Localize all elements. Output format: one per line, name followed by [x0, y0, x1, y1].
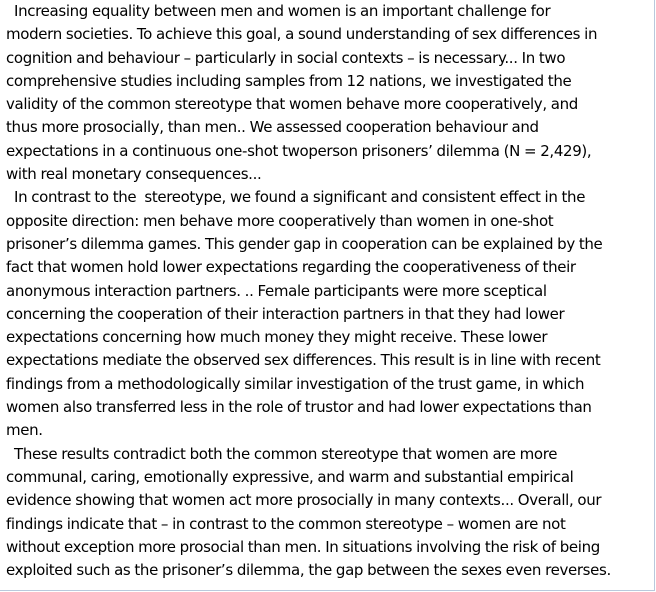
text-line: findings from a methodologically similar investigation of the trust game, in which — [6, 374, 585, 393]
text-line: expectations in a continuous one-shot twoperson prisoners’ dilemma (N = 2,429), — [6, 141, 592, 160]
text-line: Increasing equality between men and women is an important challenge for — [6, 2, 551, 20]
text-line: concerning the cooperation of their interaction partners in that they had lower — [6, 304, 565, 323]
text-line: cognition and behaviour – particularly in social contexts – is necessary... In two — [6, 48, 566, 67]
text-line: expectations concerning how much money they might receive. These lower — [6, 328, 548, 347]
text-line: prisoner’s dilemma games. This gender gap in cooperation can be explained by the — [6, 234, 603, 253]
text-line: expectations mediate the observed sex differences. This result is in line with recent — [6, 351, 601, 370]
text-line: men. — [6, 421, 43, 440]
abstract-text — [6, 0, 650, 582]
text-line: exploited such as the prisoner’s dilemma, the gap between the sexes even reverses. — [6, 561, 611, 580]
text-line: In contrast to the stereotype, we found a significant and consistent effect in the — [6, 188, 586, 207]
text-line: thus more prosocially, than men.. We assessed cooperation behaviour and — [6, 118, 539, 137]
text-line: communal, caring, emotionally expressive, and warm and substantial empirical — [6, 467, 574, 486]
text-line: with real monetary consequences... — [6, 165, 262, 184]
text-line: women also transferred less in the role of trustor and had lower expectations than — [6, 398, 592, 417]
text-line: fact that women hold lower expectations regarding the cooperativeness of their — [6, 258, 576, 277]
text-line: validity of the common stereotype that women behave more cooperatively, and — [6, 95, 578, 114]
text-line: findings indicate that – in contrast to the common stereotype – women are not — [6, 514, 566, 533]
text-line: These results contradict both the common stereotype that women are more — [6, 444, 558, 463]
text-line: without exception more prosocial than men. In situations involving the risk of being — [6, 537, 600, 556]
text-line: modern societies. To achieve this goal, a sound understanding of sex differences in — [6, 25, 598, 44]
text-line: evidence showing that women act more prosocially in many contexts... Overall, our — [6, 491, 602, 510]
text-line: opposite direction: men behave more cooperatively than women in one-shot — [6, 211, 554, 230]
text-line: comprehensive studies including samples from 12 nations, we investigated the — [6, 71, 572, 90]
text-line: anonymous interaction partners. .. Female participants were more sceptical — [6, 281, 547, 300]
